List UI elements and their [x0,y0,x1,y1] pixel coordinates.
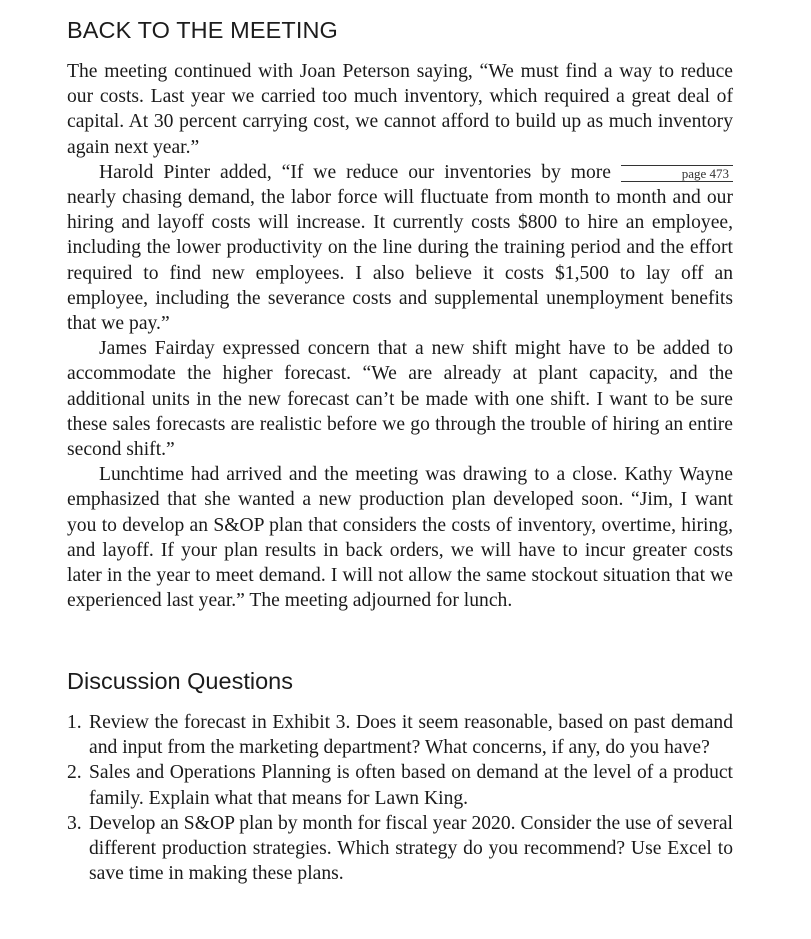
paragraph-2 [67,160,733,336]
page-marker: page 473 [621,165,733,182]
section-title: BACK TO THE MEETING [67,17,338,43]
question-text: Review the forecast in Exhibit 3. Does it seem reasonable, based on past demand and input from the marketing department? What concerns, if any, do you have? [89,712,733,759]
questions-title: Discussion Questions [67,668,293,694]
question-item [67,760,733,810]
question-item [67,710,733,760]
paragraph-3: James Fairday expressed concern that a new shift might have to be added to accommodate the higher forecast. “We are already at plant capacity, and the additional units in the new forecast can’t be made with one shift. I want to be sure these sales forecasts are realistic before we go through the trouble of hiring an entire second shift.” [67,338,733,461]
question-item [67,811,733,887]
paragraph-4: Lunchtime had arrived and the meeting was drawing to a close. Kathy Wayne emphasized that she wanted a new production plan developed soon. “Jim, I want you to develop an S&OP plan that considers the costs of inventory, overtime, hiring, and layoff. If your plan results in back orders, we will have to incur greater costs later in the year to meet demand. I will not allow the same stockout situation that we experienced last year.” The meeting adjourned for lunch. [67,464,733,612]
paragraph-1: The meeting continued with Joan Peterson saying, “We must find a way to reduce our costs. Last year we carried too much inventory, which required a great deal of capital. At 30 percent carrying cost, we cannot afford to build up as much inventory again next year.” [67,61,733,158]
body-text [67,59,733,613]
paragraph-2-text: Harold Pinter added, “If we reduce our inventories by more nearly chasing demand, the labor force will fluctuate from month to month and our hiring and layoff costs will increase. It currently costs $800 to hire an employee, including the lower productivity on the line during the training period and the effort required to find new employees. I also believe it costs $1,500 to lay off an employee, including the severance costs and supplemental unemployment benefits that we pay.” [67,161,733,335]
question-text: Develop an S&OP plan by month for fiscal year 2020. Consider the use of several different production strategies. Which strategy do you recommend? Use Excel to save time in making these plans. [89,812,733,885]
questions-list [67,710,733,886]
question-number: 2. [67,762,82,784]
question-number: 3. [67,812,82,834]
question-number: 1. [67,712,82,733]
question-text: Sales and Operations Planning is often based on demand at the level of a product family. Explain what that means for Lawn King. [89,762,733,809]
